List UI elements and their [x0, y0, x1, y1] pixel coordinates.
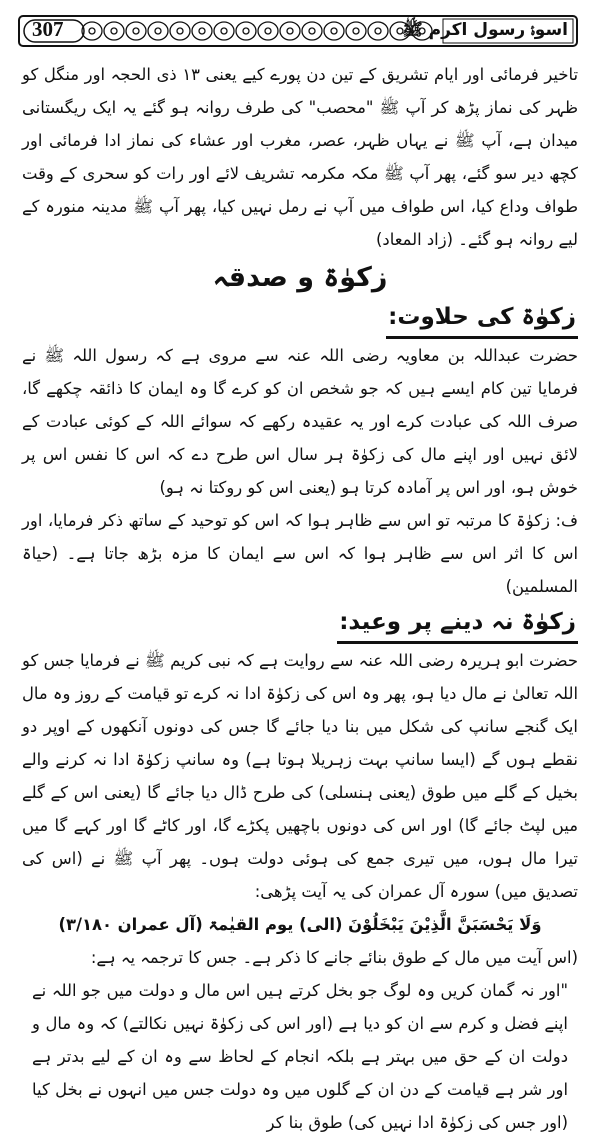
- page-body: [22, 58, 578, 1139]
- paragraph: ف: زکوٰۃ کا مرتبہ تو اس سے ظاہر ہوا کہ اس کو توحید کے ساتھ ذکر فرمایا، اور اس کا اثر اس سے ظاہر ہوا کہ اس سے ایمان کا مزہ بڑھ جاتا ہے۔ (حیاۃ المسلمین): [22, 511, 578, 596]
- quran-verse: وَلَا يَحْسَبَنَّ الَّذِيْنَ يَبْخَلُوْنَ (الی) یوم القیٰمۃ (آل عمران ۳/۱۸۰): [58, 915, 542, 934]
- translation-quote: "اور نہ گمان کریں وہ لوگ جو بخل کرتے ہیں اس مال و دولت میں جو اللہ نے اپنے فضل و کرم سے ان کو دیا ہے (اور اس کی زکوٰۃ نہیں نکالتے) کہ وہ مال و دولت ان کے حق میں بہتر ہے بلکہ انجام کے لحاظ سے وہ ان کے لیے بدتر ہے اور شر ہے قیامت کے دن ان کے گلوں میں وہ دولت جس میں انہوں نے بخل کیا (اور جس کی زکوٰۃ ادا نہیں کی) طوق بنا کر: [32, 981, 568, 1132]
- subheading: زکوٰۃ نہ دینے پر وعید:: [337, 603, 578, 644]
- page-number: 307: [32, 17, 64, 41]
- paragraph: (اس آیت میں مال کے طوق بنائے جانے کا ذکر ہے۔ جس کا ترجمہ یہ ہے:: [90, 948, 578, 967]
- subheading: زکوٰۃ کی حلاوت:: [386, 298, 578, 339]
- paragraph: تاخیر فرمائی اور ایام تشریق کے تین دن پورے کیے یعنی ۱۳ ذی الحجہ اور منگل کو ظہر کی نماز پڑھ کر آپ ﷺ "محصب" کی طرف روانہ ہو گئے یہ ایک ریگستانی میدان ہے، آپ ﷺ نے یہاں ظہر، عصر، مغرب اور عشاء کی نماز ادا فرمائی اور کچھ دیر سو گئے، پھر آپ ﷺ مکہ مکرمہ تشریف لائے اور رات کو سحری کے وقت طواف وداع کیا، اس طواف میں آپ نے رمل نہیں کیا، پھر آپ ﷺ مدینہ منورہ کے لیے روانہ ہو گئے۔ (زاد المعاد): [22, 65, 579, 249]
- paragraph: حضرت ابو ہریرہ رضی اللہ عنہ سے روایت ہے کہ نبی کریم ﷺ نے فرمایا جس کو اللہ تعالیٰ نے مال دیا ہو، پھر وہ اس کی زکوٰۃ ادا نہ کرے تو قیامت کے روز وہ مال ایک گنجے سانپ کی شکل میں بنا دیا جائے گا جس کی دونوں آنکھوں کے اوپر دو نقطے ہوں گے (ایسا سانپ بہت زہریلا ہوتا ہے) وہ سانپ زکوٰۃ ادا نہ کرنے والے بخیل کے گلے میں طوق (یعنی ہنسلی) کی طرح ڈال دیا جائے گا (یعنی اس کے گلے میں لپٹ جائے گا) اور اس کی دونوں باچھیں پکڑے گا، اور کاٹے گا اور کہے گا میں تیرا مال ہوں، میں تیری جمع کی ہوئی دولت ہوں۔ پھر آپ ﷺ نے (اس کی تصدیق میں) سورہ آل عمران کی یہ آیت پڑھی:: [22, 651, 578, 901]
- page-header: [18, 14, 578, 48]
- paragraph: حضرت عبداللہ بن معاویہ رضی اللہ عنہ سے مروی ہے کہ رسول اللہ ﷺ نے فرمایا تین کام ایسے ہیں کہ جو شخص ان کو کرے گا وہ ایمان کا ذائقہ چکھے گا، صرف اللہ کی عبادت کرے اور یہ عقیدہ رکھے کہ سوائے اللہ کے کوئی عبادت کے لائق نہیں اور اپنے مال کی زکوٰۃ ہر سال اس طرح دے کہ اس کا نفس اس پر خوش ہو، اور اس پر آمادہ کرتا ہو (یعنی اس کو روکتا نہ ہو): [22, 346, 578, 497]
- running-title: اسوۂ رسول اکرم ﷺ: [402, 20, 568, 40]
- section-title: زکوٰۃ و صدقہ: [212, 262, 388, 293]
